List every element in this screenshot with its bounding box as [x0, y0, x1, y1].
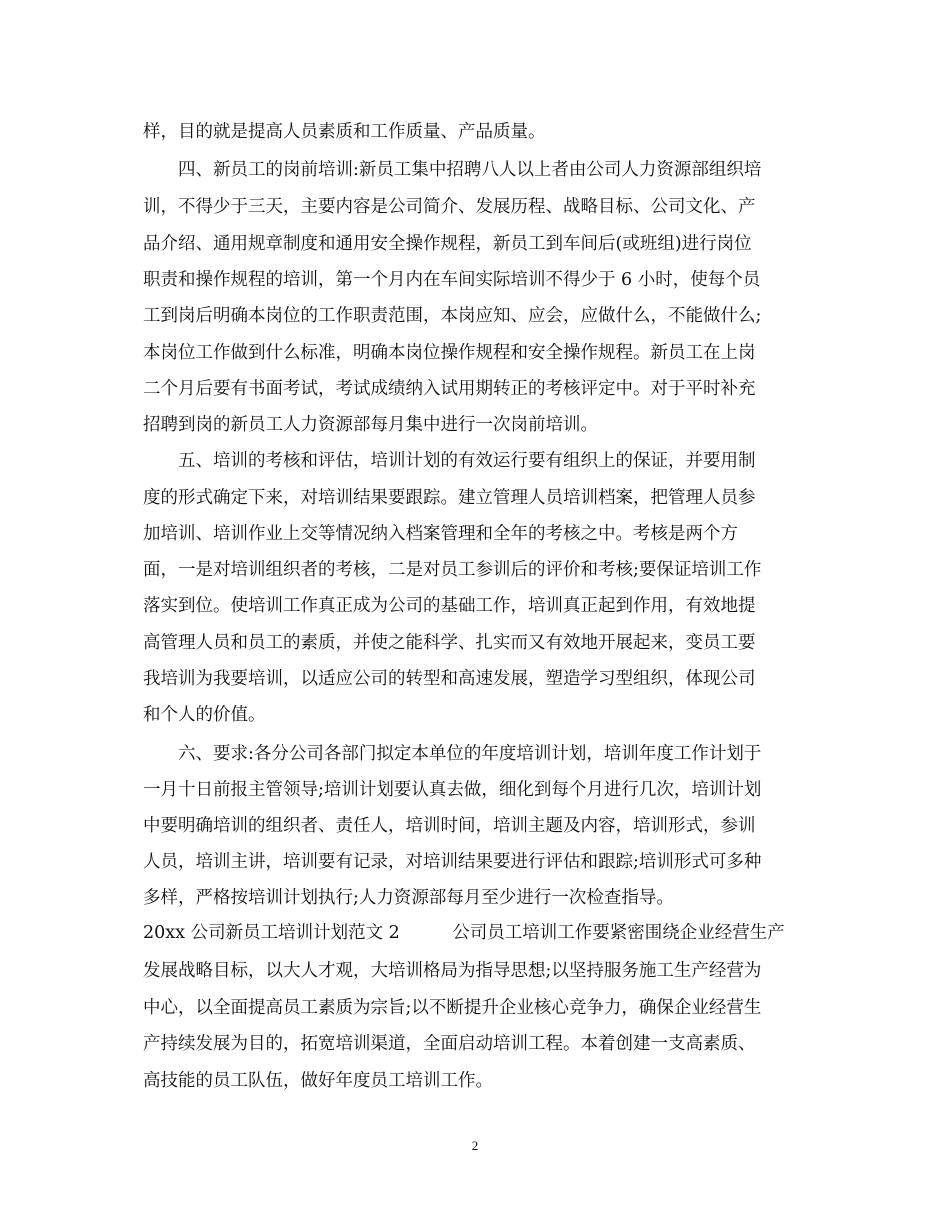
text-line: 一月十日前报主管领导;培训计划要认真去做，细化到每个月进行几次，培训计划: [143, 780, 762, 800]
text-line: 二个月后要有书面考试，考试成绩纳入试用期转正的考核评定中。对于平时补充: [143, 379, 756, 399]
text-line: 招聘到岗的新员工人力资源部每月集中进行一次岗前培训。: [143, 415, 598, 435]
text-line: 我培训为我要培训，以适应公司的转型和高速发展，塑造学习型组织，体现公司: [143, 669, 756, 689]
text-line: 高技能的员工队伍，做好年度员工培训工作。: [143, 1071, 493, 1091]
text-line: 六、要求:各分公司各部门拟定本单位的年度培训计划，培训年度工作计划于: [143, 744, 762, 764]
text-line: 加培训、培训作业上交等情况纳入档案管理和全年的考核之中。考核是两个方: [143, 524, 738, 544]
text-line: 工到岗后明确本岗位的工作职责范围，本岗应知、应会，应做什么，不能做什么;: [143, 306, 762, 326]
text-line: 面，一是对培训组织者的考核，二是对员工参训后的评价和考核;要保证培训工作: [143, 560, 762, 580]
text-line: 发展战略目标，以大人才观，大培训格局为指导思想;以坚持服务施工生产经营为: [143, 961, 762, 981]
text-line: 本岗位工作做到什么标准，明确本岗位操作规程和安全操作规程。新员工在上岗: [143, 343, 756, 363]
text-line: 多样，严格按培训计划执行;人力资源部每月至少进行一次检查指导。: [143, 888, 674, 908]
text-line: 20xx 公司新员工培训计划范文 2 公司员工培训工作要紧密围绕企业经营生产: [143, 923, 785, 943]
text-line: 和个人的价值。: [143, 705, 266, 725]
text-line: 中要明确培训的组织者、责任人，培训时间，培训主题及内容，培训形式，参训: [143, 816, 756, 836]
text-line: 样，目的就是提高人员素质和工作质量、产品质量。: [143, 122, 546, 142]
text-line: 训，不得少于三天，主要内容是公司简介、发展历程、战略目标、公司文化、产: [143, 197, 756, 217]
text-line: 中心，以全面提高员工素质为宗旨;以不断提升企业核心竞争力，确保企业经营生: [143, 998, 762, 1018]
text-line: 产持续发展为目的，拓宽培训渠道，全面启动培训工程。本着创建一支高素质、: [143, 1034, 756, 1054]
text-line: 品介绍、通用规章制度和通用安全操作规程，新员工到车间后(或班组)进行岗位: [143, 234, 752, 254]
text-line: 职责和操作规程的培训，第一个月内在车间实际培训不得少于 6 小时，使每个员: [143, 270, 761, 290]
text-line: 人员，培训主讲，培训要有记录，对培训结果要进行评估和跟踪;培训形式可多种: [143, 852, 762, 872]
text-line: 落实到位。使培训工作真正成为公司的基础工作，培训真正起到作用，有效地提: [143, 596, 756, 616]
text-line: 度的形式确定下来，对培训结果要跟踪。建立管理人员培训档案，把管理人员参: [143, 488, 756, 508]
text-line: 五、培训的考核和评估，培训计划的有效运行要有组织上的保证，并要用制: [143, 451, 756, 471]
text-line: 四、新员工的岗前培训:新员工集中招聘八人以上者由公司人力资源部组织培: [143, 160, 762, 180]
text-line: 高管理人员和员工的素质，并使之能科学、扎实而又有效地开展起来，变员工要: [143, 633, 756, 653]
page-number: 2: [471, 1138, 479, 1153]
